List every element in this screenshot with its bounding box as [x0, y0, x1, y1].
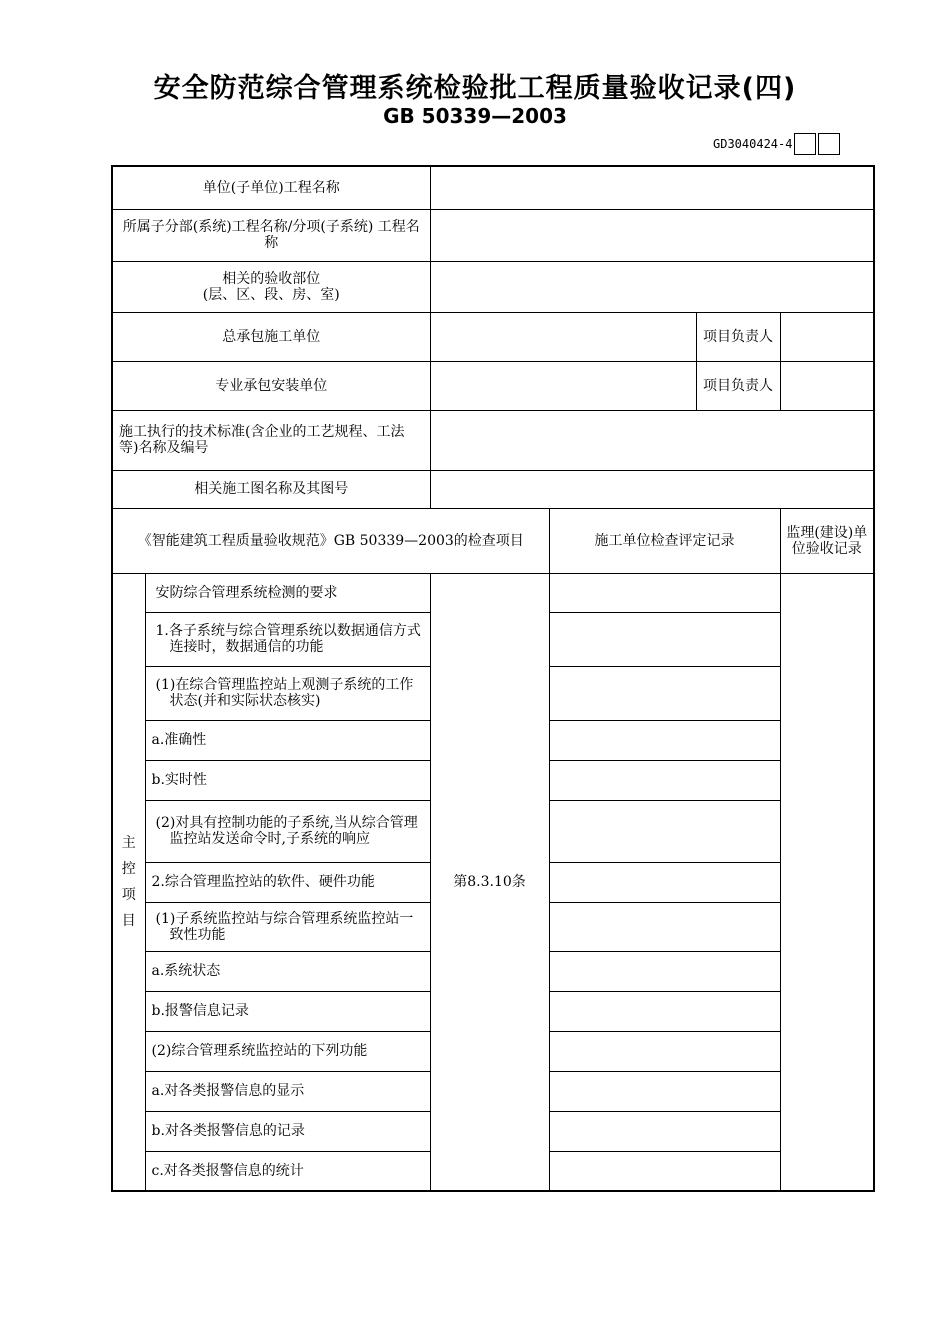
value-tech-standard[interactable]: [430, 410, 874, 470]
record-cell-6[interactable]: [549, 862, 780, 902]
label-project-manager-2: 项目负责人: [696, 361, 780, 410]
value-unit-project-name[interactable]: [430, 166, 874, 209]
record-cell-13[interactable]: [549, 1151, 780, 1191]
check-item-11: a.对各类报警信息的显示: [145, 1071, 430, 1111]
record-cell-9[interactable]: [549, 991, 780, 1031]
supervision-record-cell[interactable]: [780, 573, 874, 1191]
check-item-9: b.报警信息记录: [145, 991, 430, 1031]
value-specialty-contractor[interactable]: [430, 361, 696, 410]
check-item-4: b.实时性: [145, 760, 430, 800]
value-sub-project-name[interactable]: [430, 209, 874, 261]
acceptance-record-table: [111, 165, 875, 1192]
record-cell-7[interactable]: [549, 902, 780, 951]
check-item-5: (2)对具有控制功能的子系统,当从综合管理监控站发送命令时,子系统的响应: [145, 800, 430, 862]
check-item-7: (1)子系统监控站与综合管理系统监控站一致性功能: [145, 902, 430, 951]
label-unit-project-name: 单位(子单位)工程名称: [112, 166, 430, 209]
check-item-10: (2)综合管理系统监控站的下列功能: [145, 1031, 430, 1071]
record-cell-12[interactable]: [549, 1111, 780, 1151]
category-char-2: 控: [121, 860, 136, 877]
check-item-3: a.准确性: [145, 720, 430, 760]
record-cell-10[interactable]: [549, 1031, 780, 1071]
check-item-2: (1)在综合管理监控站上观测子系统的工作状态(并和实际状态核实): [145, 666, 430, 720]
check-item-0: 安防综合管理系统检测的要求: [145, 573, 430, 612]
label-sub-project-name: 所属子分部(系统)工程名称/分项(子系统) 工程名称: [112, 209, 430, 261]
record-cell-0[interactable]: [549, 573, 780, 612]
label-tech-standard: 施工执行的技术标准(含企业的工艺规程、工法等)名称及编号: [112, 410, 430, 470]
check-item-6: 2.综合管理监控站的软件、硬件功能: [145, 862, 430, 902]
main-control-items-label: [112, 573, 145, 1191]
label-acceptance-part: [112, 261, 430, 312]
label-project-manager-1: 项目负责人: [696, 312, 780, 361]
category-char-3: 项: [121, 886, 136, 903]
check-item-1: 1.各子系统与综合管理系统以数据通信方式连接时，数据通信的功能: [145, 612, 430, 666]
label-general-contractor: 总承包施工单位: [112, 312, 430, 361]
record-cell-5[interactable]: [549, 800, 780, 862]
record-cell-11[interactable]: [549, 1071, 780, 1111]
value-project-manager-1[interactable]: [780, 312, 874, 361]
label-drawing-name: 相关施工图名称及其图号: [112, 470, 430, 508]
header-supervision-record: 监理(建设)单位验收记录: [780, 508, 874, 573]
category-char-1: 主: [121, 834, 136, 851]
value-acceptance-part[interactable]: [430, 261, 874, 312]
value-general-contractor[interactable]: [430, 312, 696, 361]
label-specialty-contractor: 专业承包安装单位: [112, 361, 430, 410]
standard-number: GB 50339—2003: [383, 104, 567, 128]
clause-reference: 第8.3.10条: [430, 573, 549, 1191]
record-cell-3[interactable]: [549, 720, 780, 760]
form-code: [713, 133, 840, 155]
form-code-box-2[interactable]: [818, 133, 840, 155]
category-char-4: 目: [121, 912, 136, 929]
value-project-manager-2[interactable]: [780, 361, 874, 410]
header-check-items: 《智能建筑工程质量验收规范》GB 50339—2003的检查项目: [112, 508, 549, 573]
label-acceptance-part-line1: 相关的验收部位: [222, 270, 321, 287]
record-cell-4[interactable]: [549, 760, 780, 800]
header-construction-record: 施工单位检查评定记录: [549, 508, 780, 573]
form-title: 安全防范综合管理系统检验批工程质量验收记录(四): [153, 73, 797, 104]
check-item-12: b.对各类报警信息的记录: [145, 1111, 430, 1151]
check-item-13: c.对各类报警信息的统计: [145, 1151, 430, 1191]
check-item-8: a.系统状态: [145, 951, 430, 991]
record-cell-2[interactable]: [549, 666, 780, 720]
label-acceptance-part-line2: (层、区、段、房、室): [202, 286, 340, 303]
form-code-text: GD3040424-4: [713, 137, 793, 151]
record-cell-1[interactable]: [549, 612, 780, 666]
value-drawing-name[interactable]: [430, 470, 874, 508]
form-code-box-1[interactable]: [794, 133, 816, 155]
record-cell-8[interactable]: [549, 951, 780, 991]
